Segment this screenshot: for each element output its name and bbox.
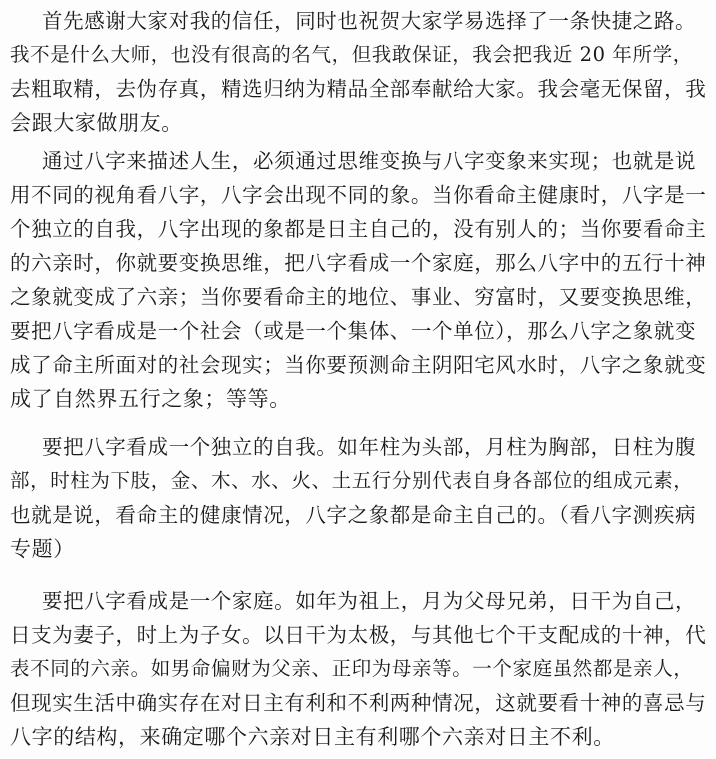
paragraph-line: 八字的结构，来确定哪个六亲对日主有利哪个六亲对日主不利。 <box>10 725 615 749</box>
paragraph-line: 专题） <box>10 537 75 561</box>
paragraph-line: 日支为妻子，时上为子女。以日干为太极，与其他七个干支配成的十神，代 <box>10 623 707 647</box>
paragraph-line: 成了命主所面对的社会现实；当你要预测命主阴阳宅风水时，八字之象就变 <box>10 353 707 377</box>
paragraph-line: 要把八字看成是一个社会（或是一个集体、一个单位），那么八字之象就变 <box>10 319 697 343</box>
paragraph-line: 用不同的视角看八字，八字会出现不同的象。当你看命主健康时，八字是一 <box>10 183 707 207</box>
paragraph-line: 表不同的六亲。如男命偏财为父亲、正印为母亲等。一个家庭虽然都是亲人， <box>10 657 694 680</box>
paragraph-line: 首先感谢大家对我的信任，同时也祝贺大家学易选择了一条快捷之路。 <box>42 9 697 33</box>
paragraph-line: 之象就变成了六亲；当你要看命主的地位、事业、穷富时，又要变换思维， <box>10 285 707 309</box>
paragraph-line: 会跟大家做朋友。 <box>10 111 183 135</box>
paragraph-line: 通过八字来描述人生，必须通过思维变换与八字变象来实现；也就是说 <box>42 149 697 173</box>
paragraph-line: 去粗取精，去伪存真，精选归纳为精品全部奉献给大家。我会毫无保留，我 <box>10 77 707 101</box>
paragraph-line: 的六亲时，你就要变换思维，把八字看成一个家庭，那么八字中的五行十神 <box>10 251 707 275</box>
paragraph-line: 部，时柱为下肢，金、木、水、火、土五行分别代表自身各部位的组成元素， <box>10 469 694 492</box>
paragraph-line: 要把八字看成是一个家庭。如年为祖上，月为父母兄弟，日干为自己， <box>42 589 697 613</box>
paragraph-line: 我不是什么大师，也没有很高的名气，但我敢保证，我会把我近 20 年所学， <box>10 43 693 66</box>
paragraph-line: 个独立的自我，八字出现的象都是日主自己的，没有别人的；当你要看命主 <box>10 217 707 241</box>
paragraph-line: 也就是说，看命主的健康情况，八字之象都是命主自己的。（看八字测疾病 <box>10 503 697 527</box>
paragraph-line: 成了自然界五行之象；等等。 <box>10 387 291 411</box>
paragraph-line: 但现实生活中确实存在对日主有利和不利两种情况，这就要看十神的喜忌与 <box>10 691 707 715</box>
paragraph-line: 要把八字看成一个独立的自我。如年柱为头部，月柱为胸部，日柱为腹 <box>42 435 697 459</box>
